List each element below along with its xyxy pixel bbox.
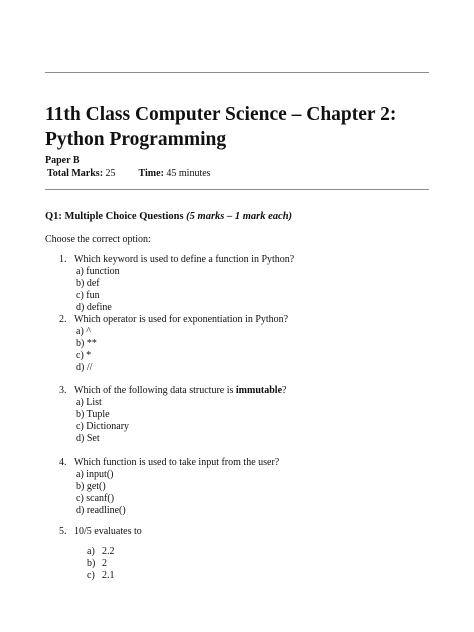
question-text: Which function is used to take input from the user? <box>74 457 280 468</box>
section-instruction: Choose the correct option: <box>45 234 151 245</box>
total-marks-label: Total Marks: <box>47 168 104 179</box>
option: b) get() <box>76 481 106 492</box>
option-value: 2.1 <box>102 570 115 581</box>
option: a) List <box>76 397 102 408</box>
option: b) Tuple <box>76 409 110 420</box>
section-heading-text: Q1: Multiple Choice Questions <box>45 211 184 222</box>
option-label: b) <box>87 558 96 569</box>
paper-label: Paper B <box>45 155 80 166</box>
question-text: Which operator is used for exponentiation in Python? <box>74 314 289 325</box>
option-value: 2 <box>102 558 107 569</box>
question-text: 10/5 evaluates to <box>74 526 142 537</box>
section-divider <box>45 189 429 190</box>
time-label: Time: <box>138 168 164 179</box>
option: d) readline() <box>76 505 126 516</box>
section-heading <box>45 211 292 222</box>
option: d) define <box>76 302 112 313</box>
option: a) input() <box>76 469 114 480</box>
section-heading-note: (5 marks – 1 mark each) <box>186 211 293 222</box>
option: a) ^ <box>76 326 91 337</box>
option: d) // <box>76 362 93 373</box>
option-label: a) <box>87 546 95 557</box>
option: c) fun <box>76 290 100 301</box>
top-divider <box>45 72 429 73</box>
option: c) * <box>76 350 92 361</box>
option-value: 2.2 <box>102 546 115 557</box>
total-marks-value: 25 <box>105 168 116 179</box>
option: b) def <box>76 278 100 289</box>
question-text: Which keyword is used to define a function in Python? <box>74 254 295 265</box>
question-number: 3. <box>59 385 67 396</box>
option: b) ** <box>76 338 97 349</box>
option: c) Dictionary <box>76 421 130 432</box>
option-label: c) <box>87 570 95 581</box>
option: a) function <box>76 266 120 277</box>
document-title: 11th Class Computer Science – Chapter 2: Python Programming <box>45 104 397 150</box>
question-text: Which of the following data structure is immutable? <box>74 385 287 396</box>
option: c) scanf() <box>76 493 115 504</box>
exam-meta <box>47 168 211 179</box>
time-value: 45 minutes <box>166 168 211 179</box>
option: d) Set <box>76 433 100 444</box>
emphasis-immutable: immutable <box>235 385 283 396</box>
question-number: 2. <box>59 314 67 325</box>
question-number: 1. <box>59 254 67 265</box>
question-number: 4. <box>59 457 67 468</box>
question-number: 5. <box>59 526 67 537</box>
